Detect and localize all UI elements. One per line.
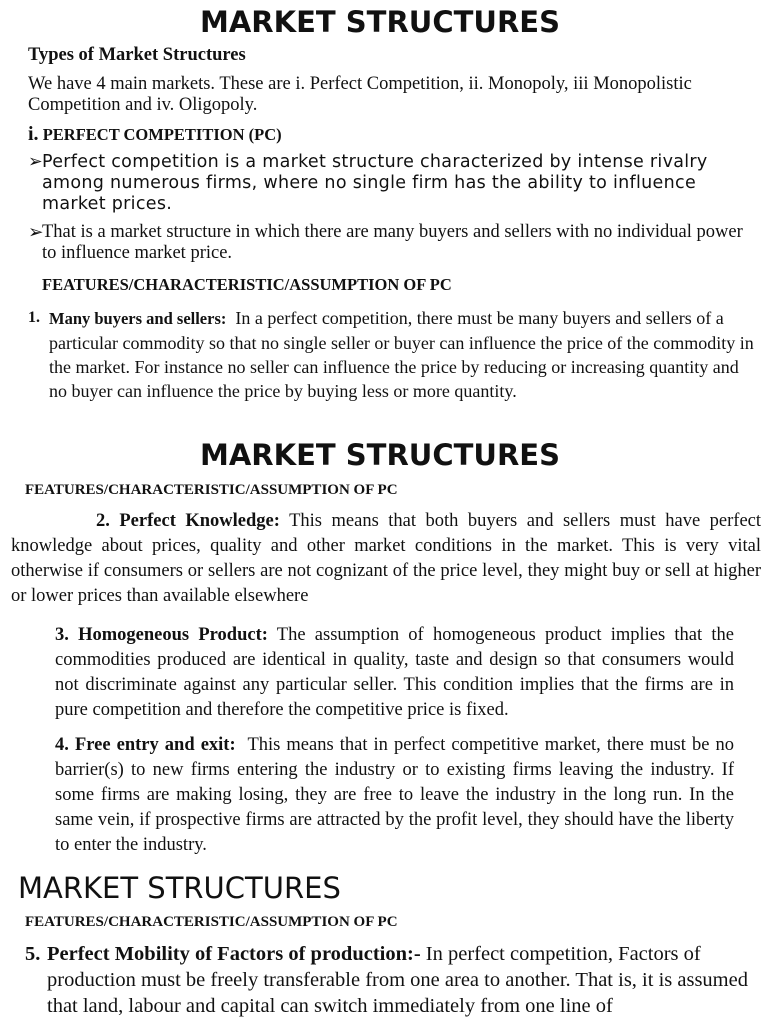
feature-item-4 xyxy=(55,733,734,858)
bullet-text: Perfect competition is a market structure characterized by intense rivalry among numerous firms, where no single firm has the ability to influence market prices. xyxy=(42,152,708,214)
item-number: 5. xyxy=(25,943,41,965)
item-lead: Many buyers and sellers: xyxy=(49,309,227,328)
item-body xyxy=(25,941,763,1019)
slide3-title: MARKET STRUCTURES xyxy=(18,871,341,905)
item-body xyxy=(28,306,758,403)
slide3-features-heading: FEATURES/CHARACTERISTIC/ASSUMPTION OF PC xyxy=(25,914,398,930)
item-lead: 3. Homogeneous Product: xyxy=(55,625,268,645)
definition-bullet-1 xyxy=(28,152,753,215)
item-number: 1. xyxy=(28,309,40,326)
feature-item-3 xyxy=(55,623,734,723)
item-lead: 4. Free entry and exit: xyxy=(55,735,236,755)
feature-item-1 xyxy=(28,306,758,403)
item-text: In perfect competition, Factors of production must be freely transferable from one area to another. That is, it is assumed that land, labour and capital can switch immediately from one line of xyxy=(47,943,748,1017)
item-lead: 2. Perfect Knowledge: xyxy=(96,511,280,531)
arrow-bullet-icon: ➢ xyxy=(28,152,43,172)
item-lead: Perfect Mobility of Factors of production:- xyxy=(47,943,421,965)
item-text: In a perfect competition, there must be many buyers and sellers of a particular commodity so that no single seller or buyer can influence the price of the commodity in the market. For instance no seller can influence the price by reducing or increasing quantity and no buyer can influence the price by buying less or more quantity. xyxy=(49,308,754,401)
heading-numeral: i. xyxy=(28,123,39,145)
arrow-bullet-icon: ➢ xyxy=(28,222,44,243)
feature-item-2 xyxy=(11,509,761,609)
item-text: The assumption of homogeneous product implies that the commodities produced are identical in quality, taste and design so that consumers would not discriminate against any particular seller. This condition implies that the firms are in pure competition and therefore the competitive price is fixed. xyxy=(55,625,734,720)
slide1-features-heading: FEATURES/CHARACTERISTIC/ASSUMPTION OF PC xyxy=(42,275,452,294)
slide1-title: MARKET STRUCTURES xyxy=(200,5,560,39)
feature-item-5 xyxy=(25,941,763,1019)
item-text: This means that in perfect competitive market, there must be no barrier(s) to new firms entering the industry or to existing firms leaving the industry. If some firms are making losing, they are free to leave the industry in the long run. In the same vein, if prospective firms are attracted by the profit level, they should have the liberty to enter the industry. xyxy=(55,735,734,855)
slide2-features-heading: FEATURES/CHARACTERISTIC/ASSUMPTION OF PC xyxy=(25,482,398,498)
item-text: This means that both buyers and sellers must have perfect knowledge about prices, quality and other market conditions in the market. This is very vital otherwise if consumers or sellers are not cognizant of the price level, they might buy or sell at higher or lower prices than available elsewhere xyxy=(11,511,762,606)
slide2-title: MARKET STRUCTURES xyxy=(200,438,560,472)
heading-text: PERFECT COMPETITION (PC) xyxy=(42,125,282,144)
perfect-competition-heading xyxy=(28,123,282,146)
bullet-text: That is a market structure in which there are many buyers and sellers with no individual power to influence market price. xyxy=(42,222,743,263)
slide1-subtitle: Types of Market Structures xyxy=(28,45,246,65)
definition-bullet-2 xyxy=(28,222,753,264)
slide1-intro: We have 4 main markets. These are i. Perfect Competition, ii. Monopoly, iii Monopolistic Competition and iv. Oligopoly. xyxy=(28,74,692,115)
